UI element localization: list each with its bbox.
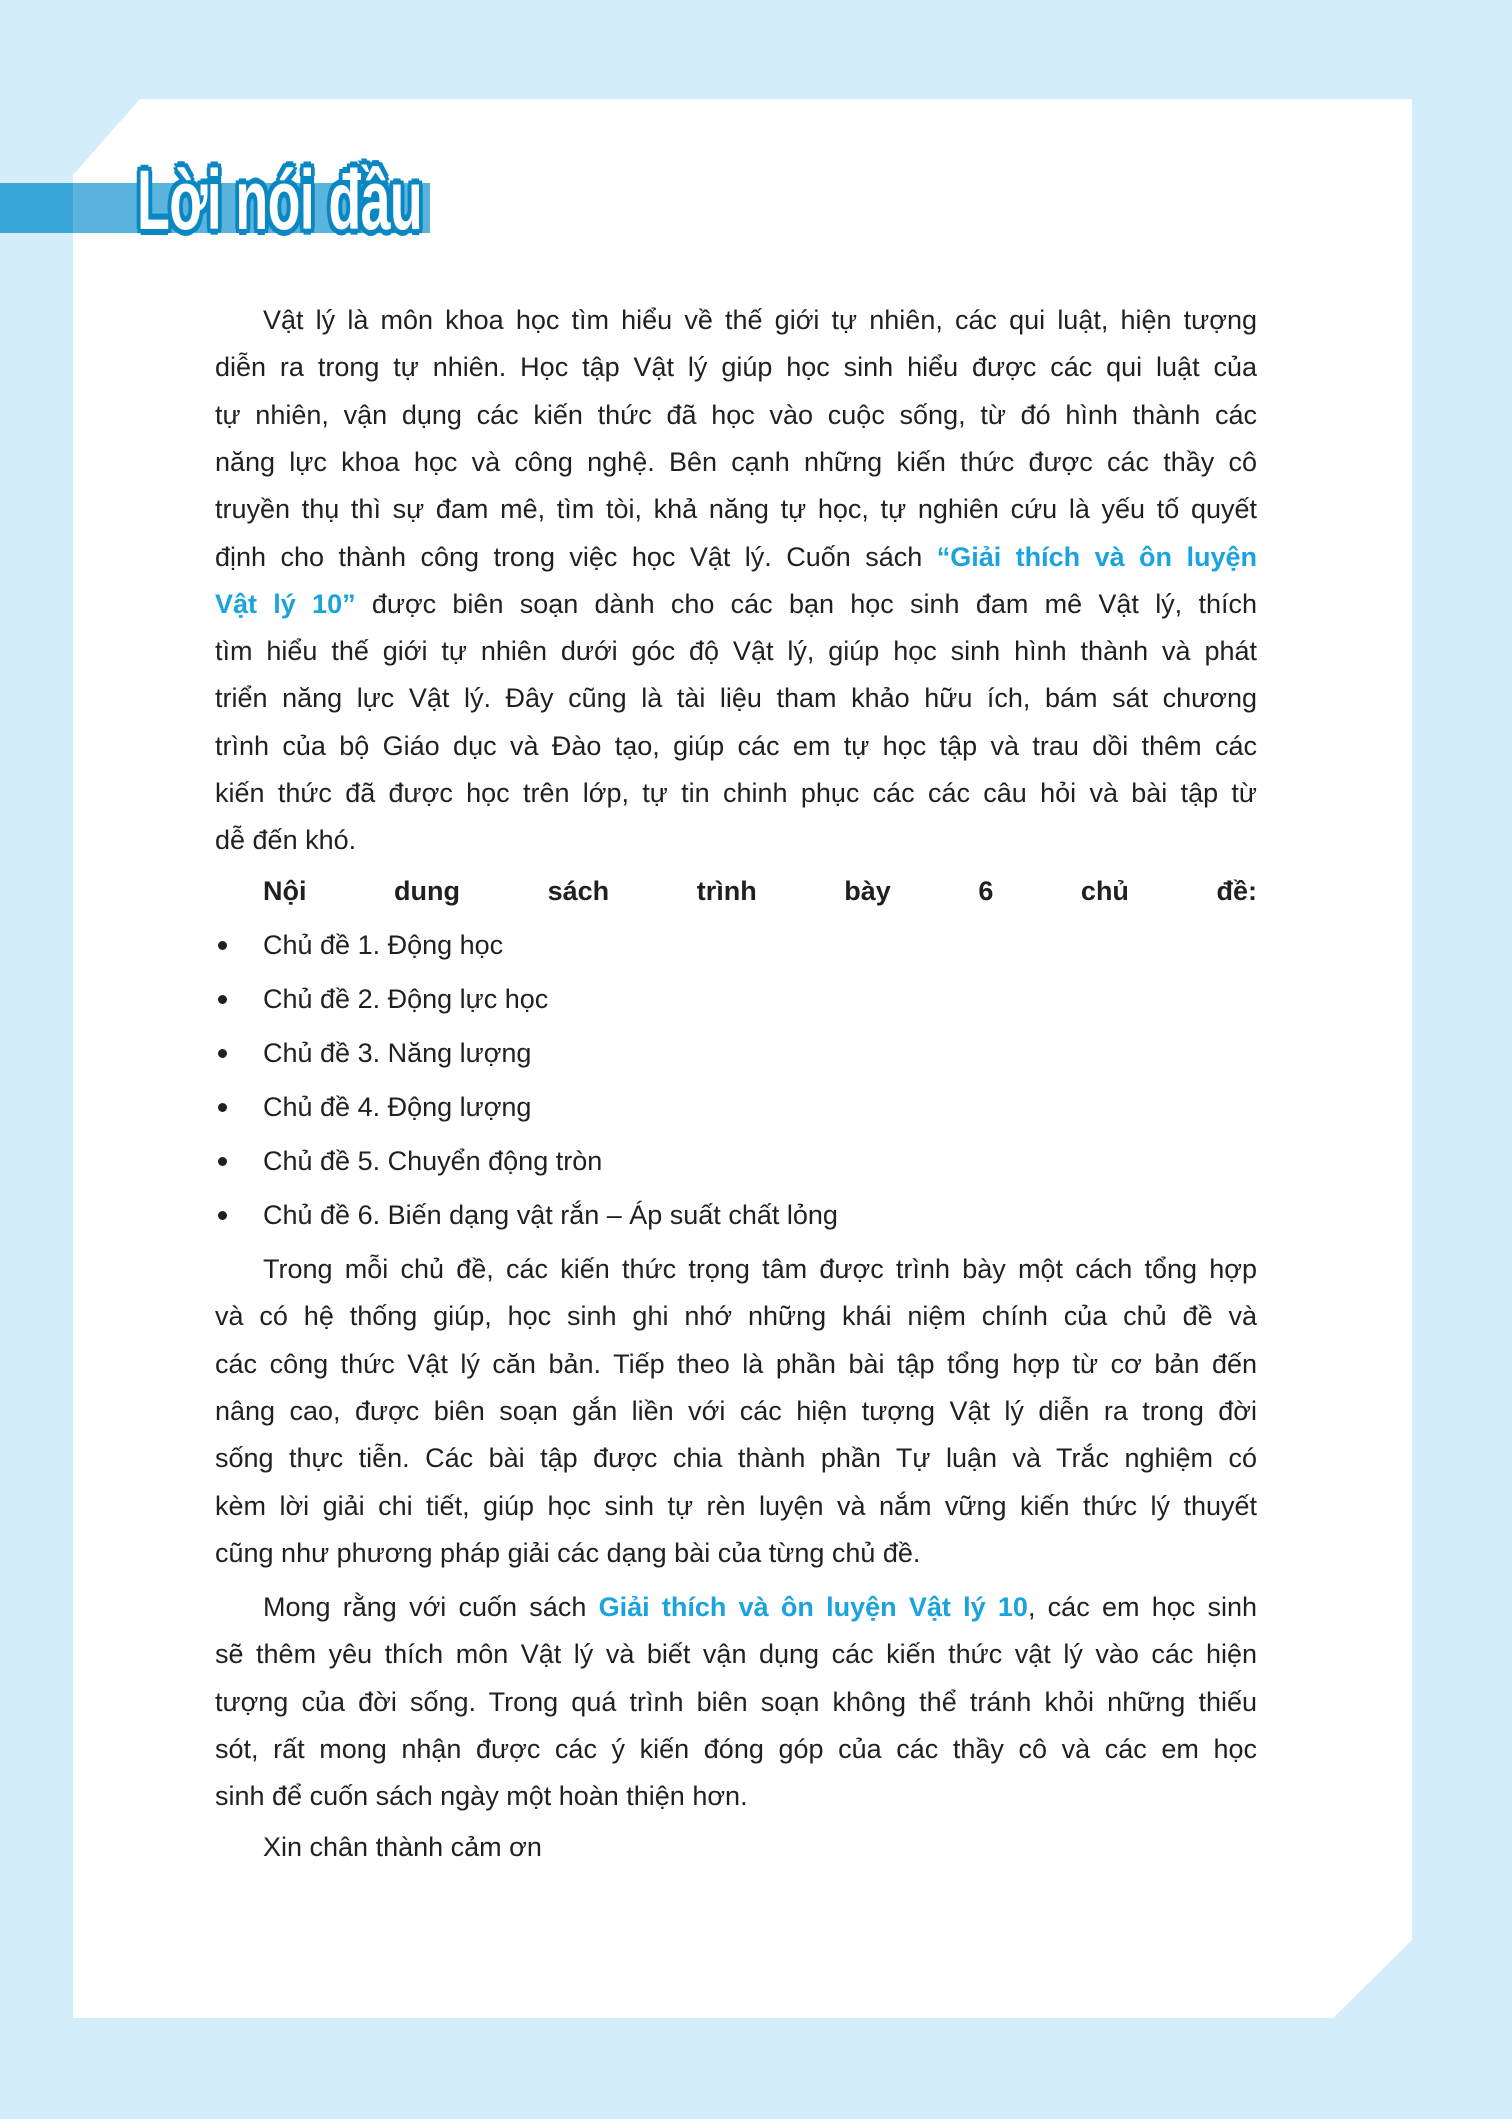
paragraph-line xyxy=(215,773,1257,813)
paragraph-line xyxy=(215,584,1257,624)
closing-line: Xin chân thành cảm ơn xyxy=(263,1832,542,1862)
book-title-highlight: “Giải thích và ôn luyện xyxy=(936,541,1258,572)
paragraph-line xyxy=(215,1438,1257,1478)
topic-list-item: Chủ đề 4. Động lượng xyxy=(263,1092,532,1122)
text-run: tìm hiểu thế giới tự nhiên dưới góc độ Vật lý, giúp học sinh hình thành và phát xyxy=(215,636,1257,667)
paragraph-line xyxy=(215,1391,1257,1431)
paragraph-line xyxy=(215,820,1257,860)
paragraph-line xyxy=(215,1729,1257,1769)
paragraph-line xyxy=(215,726,1257,766)
bullet-icon xyxy=(218,1157,227,1166)
paragraph-line xyxy=(215,1533,1257,1573)
paragraph-line xyxy=(215,1682,1257,1722)
text-run: và có hệ thống giúp, học sinh ghi nhớ những khái niệm chính của chủ đề và xyxy=(215,1301,1257,1332)
paragraph-line xyxy=(263,300,1257,340)
text-run: năng lực khoa học và công nghệ. Bên cạnh những kiến thức được các thầy cô xyxy=(215,446,1257,477)
text-run: sẽ thêm yêu thích môn Vật lý và biết vận dụng các kiến thức vật lý vào các hiện xyxy=(215,1639,1257,1670)
bullet-icon xyxy=(218,1049,227,1058)
paragraph-line xyxy=(215,489,1257,529)
title-band xyxy=(0,183,73,233)
text-run: Mong rằng với cuốn sách xyxy=(263,1592,599,1622)
paragraph-line xyxy=(263,1587,1257,1627)
text-run: Trong mỗi chủ đề, các kiến thức trọng tâm được trình bày một cách tổng hợp xyxy=(263,1254,1257,1284)
text-run: dễ đến khó. xyxy=(215,825,357,856)
text-run: sót, rất mong nhận được các ý kiến đóng góp của các thầy cô và các em học xyxy=(215,1733,1257,1764)
text-run: được biên soạn dành cho các bạn học sinh đam mê Vật lý, thích xyxy=(355,588,1257,619)
text-run: , các em học sinh xyxy=(1027,1592,1258,1622)
topic-list-item: Chủ đề 6. Biến dạng vật rắn – Áp suất chất lỏng xyxy=(263,1200,838,1230)
paragraph-line xyxy=(215,631,1257,671)
paragraph-line xyxy=(215,395,1257,435)
text-run: nâng cao, được biên soạn gắn liền với các hiện tượng Vật lý diễn ra trong đời xyxy=(215,1395,1257,1426)
topic-list-item: Chủ đề 1. Động học xyxy=(263,930,504,960)
paragraph-line xyxy=(215,1296,1257,1336)
text-run: cũng như phương pháp giải các dạng bài của từng chủ đề. xyxy=(215,1537,921,1568)
paragraph-line xyxy=(263,1249,1257,1289)
paragraph-line xyxy=(215,1344,1257,1384)
text-run: tượng của đời sống. Trong quá trình biên soạn không thể tránh khỏi những thiếu xyxy=(215,1686,1257,1717)
topic-list-item: Chủ đề 5. Chuyển động tròn xyxy=(263,1146,603,1176)
paragraph-line xyxy=(215,442,1257,482)
text-run: triển năng lực Vật lý. Đây cũng là tài liệu tham khảo hữu ích, bám sát chương xyxy=(215,683,1257,714)
text-run: trình của bộ Giáo dục và Đào tạo, giúp các em tự học tập và trau dồi thêm các xyxy=(215,730,1257,761)
text-run: sống thực tiễn. Các bài tập được chia thành phần Tự luận và Trắc nghiệm có xyxy=(215,1443,1257,1474)
text-run: truyền thụ thì sự đam mê, tìm tòi, khả năng tự học, tự nghiên cứu là yếu tố quyết xyxy=(215,494,1257,525)
topics-heading: Nội dung sách trình bày 6 chủ đề: xyxy=(263,876,1257,906)
bullet-icon xyxy=(218,941,227,950)
bullet-icon xyxy=(218,1103,227,1112)
paragraph-line xyxy=(215,678,1257,718)
topic-list-item: Chủ đề 2. Động lực học xyxy=(263,984,549,1014)
paragraph-line xyxy=(215,1776,1257,1816)
text-run: sinh để cuốn sách ngày một hoàn thiện hơn. xyxy=(215,1781,748,1812)
text-run: kiến thức đã được học trên lớp, tự tin chinh phục các các câu hỏi và bài tập từ xyxy=(215,778,1257,808)
text-run: các công thức Vật lý căn bản. Tiếp theo là phần bài tập tổng hợp từ cơ bản đến xyxy=(215,1348,1257,1379)
paragraph-line xyxy=(215,537,1257,577)
paragraph-line xyxy=(215,1634,1257,1674)
bullet-icon xyxy=(218,995,227,1004)
paragraph-line xyxy=(215,347,1257,387)
text-run: Vật lý là môn khoa học tìm hiểu về thế giới tự nhiên, các qui luật, hiện tượng xyxy=(263,305,1257,335)
text-run: diễn ra trong tự nhiên. Học tập Vật lý giúp học sinh hiểu được các qui luật của xyxy=(215,352,1257,383)
book-title-highlight: Vật lý 10” xyxy=(215,588,356,619)
text-run: kèm lời giải chi tiết, giúp học sinh tự rèn luyện và nắm vững kiến thức lý thuyết xyxy=(215,1490,1257,1521)
bullet-icon xyxy=(218,1211,227,1220)
text-run: định cho thành công trong việc học Vật lý. Cuốn sách xyxy=(215,541,937,572)
text-run: tự nhiên, vận dụng các kiến thức đã học vào cuộc sống, từ đó hình thành các xyxy=(215,399,1257,430)
book-title-highlight: Giải thích và ôn luyện Vật lý 10 xyxy=(598,1592,1028,1622)
page-title: Lời nói đầu xyxy=(137,153,423,247)
paragraph-line xyxy=(215,1486,1257,1526)
topic-list-item: Chủ đề 3. Năng lượng xyxy=(263,1038,532,1068)
